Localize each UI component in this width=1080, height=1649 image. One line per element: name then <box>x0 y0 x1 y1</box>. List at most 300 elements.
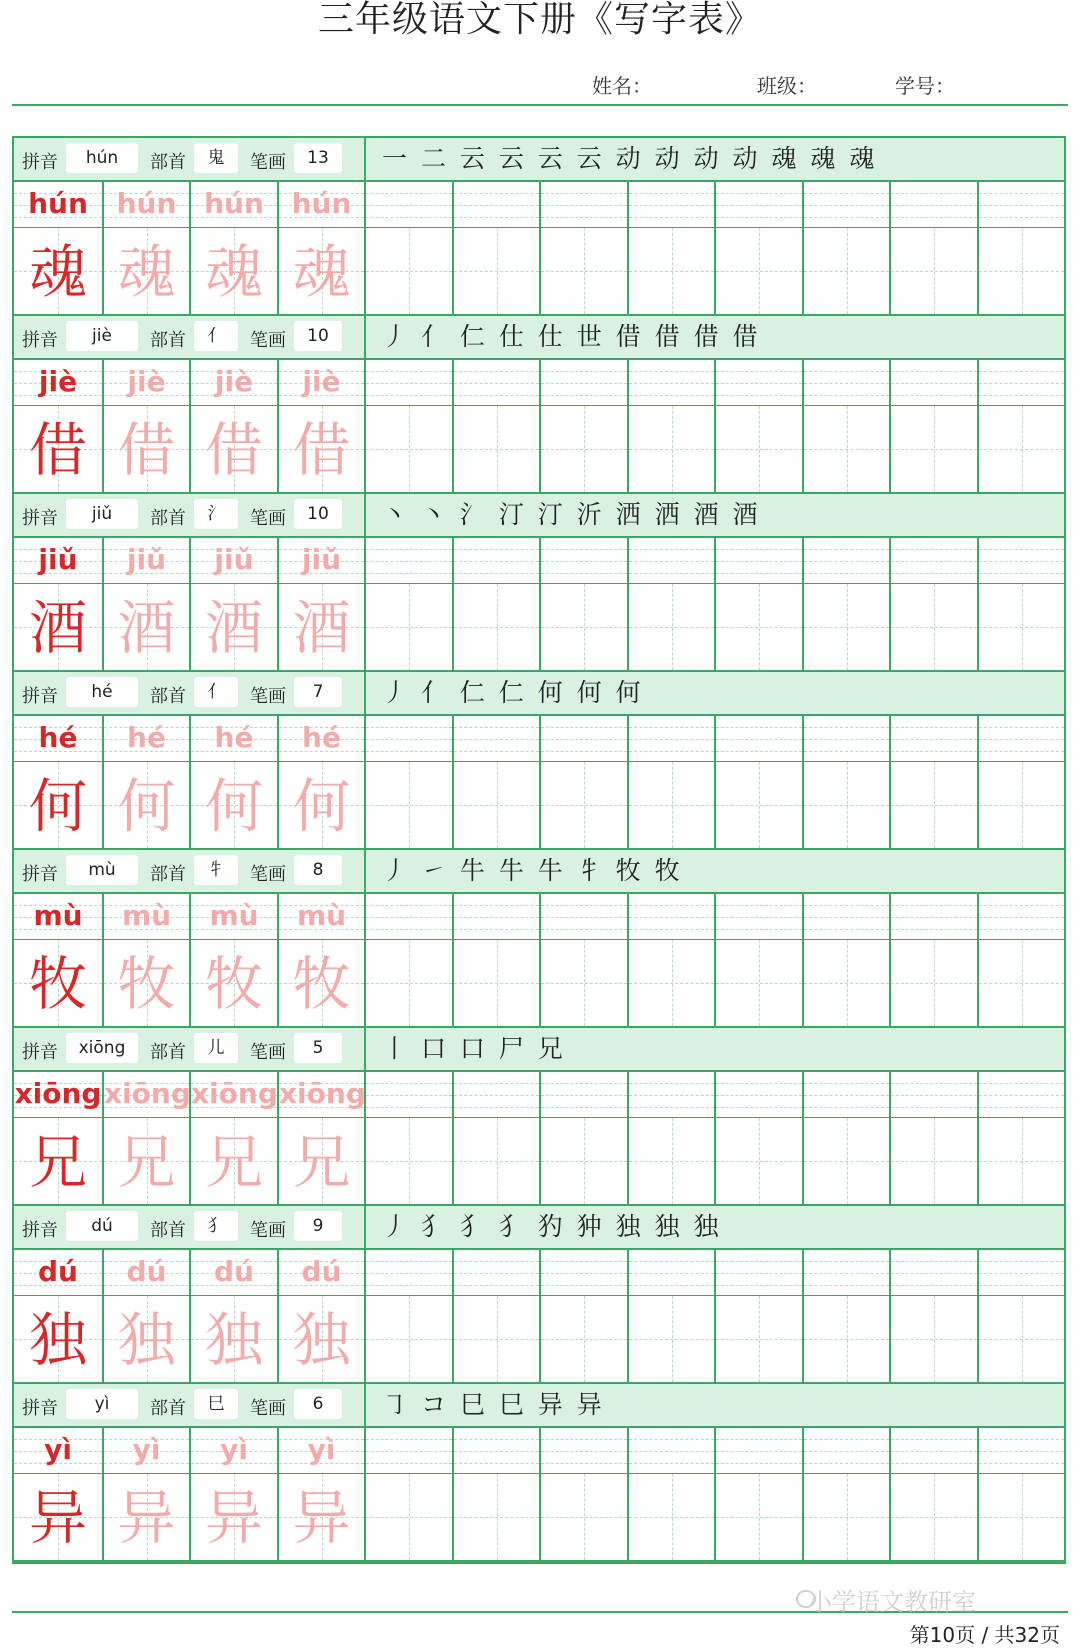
radical-value: 犭 <box>194 1211 238 1241</box>
pinyin-guide-line <box>366 1273 452 1274</box>
tianzige-guide-horizontal <box>541 627 627 628</box>
tianzige-guide-horizontal <box>629 805 714 806</box>
pinyin-guide-line <box>454 395 539 396</box>
pinyin-cell <box>802 360 889 406</box>
pinyin-cell <box>714 538 802 584</box>
pinyin-cell <box>189 716 277 762</box>
tianzige-guide-horizontal <box>629 271 714 272</box>
pinyin-trace: jiè <box>127 365 166 398</box>
pinyin-cell <box>889 894 977 940</box>
pinyin-cell <box>189 538 277 584</box>
character-trace: 魂 <box>204 238 263 306</box>
pinyin-guide-line <box>804 573 889 574</box>
pinyin-guide-line <box>541 205 627 206</box>
tianzige-cell <box>189 762 277 850</box>
pinyin-guide-line <box>891 1463 977 1464</box>
pinyin-guide-line <box>891 739 977 740</box>
pinyin-cell <box>189 182 277 228</box>
pinyin-cell <box>364 360 452 406</box>
stroke-order: 一 二 云 云 云 云 动 动 动 动 魂 魂 魂 <box>382 144 878 173</box>
info-divider <box>364 316 366 360</box>
info-bar <box>14 1028 1064 1072</box>
pinyin-cell <box>714 894 802 940</box>
tianzige-guide-horizontal <box>454 271 539 272</box>
info-divider <box>364 850 366 894</box>
tianzige-cell <box>889 1118 977 1206</box>
pinyin-cell <box>889 360 977 406</box>
character-trace: 何 <box>117 772 176 840</box>
radical-value: 牜 <box>194 855 238 885</box>
tianzige-guide-horizontal <box>454 627 539 628</box>
tianzige-guide-horizontal <box>454 449 539 450</box>
tianzige-guide-horizontal <box>541 1517 627 1518</box>
character-trace: 异 <box>117 1484 176 1552</box>
tianzige-guide-horizontal <box>891 1339 977 1340</box>
tianzige-cell <box>452 1296 539 1384</box>
pinyin-guide-line <box>979 1463 1064 1464</box>
tianzige-cell <box>889 406 977 494</box>
pinyin-guide-line <box>891 1273 977 1274</box>
pinyin-guide-line <box>979 1261 1064 1262</box>
tianzige-cell <box>889 940 977 1028</box>
tianzige-cell <box>102 940 189 1028</box>
pinyin-guide-line <box>891 193 977 194</box>
pinyin-guide-line <box>716 561 802 562</box>
tianzige-cell <box>627 406 714 494</box>
pinyin-cell <box>102 1072 189 1118</box>
practice-grid <box>14 538 1064 672</box>
tianzige-cell <box>714 406 802 494</box>
tianzige-cell <box>627 1118 714 1206</box>
stroke-count-value: 8 <box>294 855 342 885</box>
strokes-label: 笔画 <box>250 330 286 351</box>
tianzige-guide-horizontal <box>541 1339 627 1340</box>
pinyin-cell <box>627 1428 714 1474</box>
strokes-label: 笔画 <box>250 1042 286 1063</box>
tianzige-cell <box>452 1118 539 1206</box>
pinyin-guide-line <box>716 1107 802 1108</box>
pinyin-guide-line <box>454 1095 539 1096</box>
pinyin-cell <box>714 360 802 406</box>
pinyin-guide-line <box>804 905 889 906</box>
character-model: 魂 <box>28 238 87 306</box>
practice-grid <box>14 894 1064 1028</box>
practice-grid <box>14 182 1064 316</box>
pinyin-guide-line <box>716 371 802 372</box>
pinyin-cell <box>14 1072 102 1118</box>
tianzige-guide-horizontal <box>629 1517 714 1518</box>
character-block <box>14 1028 1064 1206</box>
pinyin-cell <box>539 894 627 940</box>
pinyin-cell <box>102 1428 189 1474</box>
pinyin-guide-line <box>891 1261 977 1262</box>
pinyin-guide-line <box>629 739 714 740</box>
tianzige-cell <box>539 406 627 494</box>
pinyin-cell <box>364 1250 452 1296</box>
tianzige-cell <box>977 1118 1064 1206</box>
pinyin-guide-line <box>454 1463 539 1464</box>
tianzige-cell <box>452 762 539 850</box>
tianzige-cell <box>102 1474 189 1562</box>
pinyin-model: yì <box>44 1433 72 1466</box>
pinyin-cell <box>277 1428 364 1474</box>
tianzige-guide-horizontal <box>366 449 452 450</box>
pinyin-value: jiè <box>66 321 138 351</box>
pinyin-guide-line <box>629 1083 714 1084</box>
pinyin-guide-line <box>804 395 889 396</box>
tianzige-guide-horizontal <box>891 449 977 450</box>
character-model: 独 <box>28 1306 87 1374</box>
tianzige-cell <box>714 940 802 1028</box>
pinyin-guide-line <box>979 1107 1064 1108</box>
pinyin-cell <box>364 1428 452 1474</box>
class-label: 班级： <box>757 74 817 98</box>
pinyin-guide-line <box>541 1285 627 1286</box>
pinyin-guide-line <box>366 1451 452 1452</box>
tianzige-guide-horizontal <box>716 805 802 806</box>
tianzige-cell <box>539 762 627 850</box>
pinyin-cell <box>277 1072 364 1118</box>
pinyin-guide-line <box>804 1261 889 1262</box>
pinyin-cell <box>889 1250 977 1296</box>
info-bar <box>14 1384 1064 1428</box>
pinyin-cell <box>977 716 1064 762</box>
pinyin-guide-line <box>366 917 452 918</box>
pinyin-guide-line <box>891 1451 977 1452</box>
pinyin-cell <box>714 1428 802 1474</box>
pinyin-guide-line <box>716 905 802 906</box>
pinyin-guide-line <box>629 1439 714 1440</box>
pinyin-cell <box>539 1250 627 1296</box>
pinyin-guide-line <box>804 1439 889 1440</box>
tianzige-cell <box>714 1296 802 1384</box>
pinyin-trace: dú <box>301 1255 342 1288</box>
page-number: 第10页 / 共32页 <box>909 1623 1060 1647</box>
pinyin-guide-line <box>804 1285 889 1286</box>
pinyin-guide-line <box>366 549 452 550</box>
tianzige-cell <box>14 584 102 672</box>
tianzige-cell <box>802 940 889 1028</box>
pinyin-cell <box>102 182 189 228</box>
tianzige-cell <box>102 406 189 494</box>
pinyin-guide-line <box>366 905 452 906</box>
pinyin-cell <box>977 538 1064 584</box>
tianzige-guide-horizontal <box>891 627 977 628</box>
pinyin-guide-line <box>716 739 802 740</box>
pinyin-guide-line <box>541 727 627 728</box>
tianzige-cell <box>277 1474 364 1562</box>
pinyin-cell <box>889 182 977 228</box>
pinyin-guide-line <box>541 1083 627 1084</box>
pinyin-guide-line <box>804 1463 889 1464</box>
tianzige-guide-horizontal <box>716 1339 802 1340</box>
tianzige-cell <box>189 228 277 316</box>
pinyin-trace: jiǔ <box>126 543 167 576</box>
pinyin-cell <box>539 360 627 406</box>
pinyin-guide-line <box>979 1083 1064 1084</box>
pinyin-guide-line <box>541 1451 627 1452</box>
pinyin-guide-line <box>979 395 1064 396</box>
pinyin-guide-line <box>541 1463 627 1464</box>
pinyin-guide-line <box>454 205 539 206</box>
tianzige-cell <box>627 584 714 672</box>
character-model: 牧 <box>28 950 87 1018</box>
tianzige-cell <box>627 228 714 316</box>
stroke-order: 丶 丶 氵 汀 汀 沂 洒 洒 酒 酒 <box>382 500 761 529</box>
pinyin-guide-line <box>891 383 977 384</box>
pinyin-guide-line <box>541 1095 627 1096</box>
tianzige-guide-horizontal <box>366 1161 452 1162</box>
tianzige-cell <box>14 1296 102 1384</box>
pinyin-guide-line <box>541 1107 627 1108</box>
pinyin-model: mù <box>33 899 83 932</box>
pinyin-trace: jiè <box>302 365 341 398</box>
info-divider <box>364 672 366 716</box>
pinyin-guide-line <box>454 383 539 384</box>
tianzige-guide-horizontal <box>716 449 802 450</box>
pinyin-cell <box>977 894 1064 940</box>
pinyin-guide-line <box>629 1273 714 1274</box>
info-divider <box>364 138 366 182</box>
character-trace: 牧 <box>204 950 263 1018</box>
pinyin-guide-line <box>716 751 802 752</box>
character-block <box>14 138 1064 316</box>
pinyin-guide-line <box>716 217 802 218</box>
pinyin-guide-line <box>454 371 539 372</box>
tianzige-cell <box>364 1474 452 1562</box>
tianzige-guide-horizontal <box>804 271 889 272</box>
pinyin-guide-line <box>804 193 889 194</box>
pinyin-cell <box>889 1428 977 1474</box>
pinyin-guide-line <box>716 1261 802 1262</box>
stroke-count-value: 5 <box>294 1033 342 1063</box>
pinyin-guide-line <box>366 929 452 930</box>
pinyin-guide-line <box>454 217 539 218</box>
pinyin-label: 拼音 <box>22 1220 58 1241</box>
pinyin-label: 拼音 <box>22 1042 58 1063</box>
character-block <box>14 1384 1064 1562</box>
radical-label: 部首 <box>150 152 186 173</box>
radical-label: 部首 <box>150 686 186 707</box>
info-bar <box>14 138 1064 182</box>
tianzige-cell <box>802 1118 889 1206</box>
tianzige-guide-horizontal <box>716 271 802 272</box>
pinyin-guide-line <box>716 917 802 918</box>
info-divider <box>364 1028 366 1072</box>
tianzige-cell <box>889 1296 977 1384</box>
character-trace: 酒 <box>204 594 263 662</box>
pinyin-cell <box>627 1072 714 1118</box>
tianzige-cell <box>539 1474 627 1562</box>
pinyin-guide-line <box>629 917 714 918</box>
tianzige-cell <box>277 940 364 1028</box>
character-trace: 借 <box>117 416 176 484</box>
tianzige-cell <box>189 406 277 494</box>
pinyin-guide-line <box>979 727 1064 728</box>
tianzige-guide-horizontal <box>804 1161 889 1162</box>
pinyin-guide-line <box>366 1095 452 1096</box>
practice-grid <box>14 360 1064 494</box>
pinyin-cell <box>277 1250 364 1296</box>
tianzige-guide-horizontal <box>541 983 627 984</box>
pinyin-guide-line <box>629 371 714 372</box>
pinyin-cell <box>627 360 714 406</box>
tianzige-guide-horizontal <box>366 1517 452 1518</box>
pinyin-cell <box>14 894 102 940</box>
pinyin-model: dú <box>38 1255 78 1288</box>
radical-value: 亻 <box>194 677 238 707</box>
strokes-label: 笔画 <box>250 508 286 529</box>
pinyin-guide-line <box>979 549 1064 550</box>
info-bar <box>14 494 1064 538</box>
pinyin-guide-line <box>891 371 977 372</box>
pinyin-guide-line <box>716 1095 802 1096</box>
character-block <box>14 316 1064 494</box>
pinyin-guide-line <box>979 205 1064 206</box>
tianzige-guide-horizontal <box>366 627 452 628</box>
tianzige-cell <box>277 584 364 672</box>
pinyin-label: 拼音 <box>22 864 58 885</box>
tianzige-guide-horizontal <box>891 805 977 806</box>
pinyin-guide-line <box>454 727 539 728</box>
tianzige-guide-horizontal <box>629 1161 714 1162</box>
pinyin-cell <box>277 182 364 228</box>
character-trace: 牧 <box>292 950 351 1018</box>
tianzige-cell <box>977 762 1064 850</box>
pinyin-cell <box>714 716 802 762</box>
pinyin-guide-line <box>979 193 1064 194</box>
pinyin-guide-line <box>716 1463 802 1464</box>
pinyin-guide-line <box>804 205 889 206</box>
pinyin-guide-line <box>629 751 714 752</box>
tianzige-cell <box>452 584 539 672</box>
tianzige-guide-horizontal <box>979 627 1064 628</box>
pinyin-guide-line <box>541 929 627 930</box>
radical-value: 鬼 <box>194 143 238 173</box>
character-trace: 独 <box>292 1306 351 1374</box>
tianzige-guide-horizontal <box>804 805 889 806</box>
pinyin-cell <box>102 538 189 584</box>
pinyin-cell <box>364 894 452 940</box>
tianzige-cell <box>102 228 189 316</box>
tianzige-guide-horizontal <box>454 805 539 806</box>
tianzige-cell <box>189 1118 277 1206</box>
pinyin-trace: jiè <box>214 365 254 398</box>
tianzige-guide-horizontal <box>366 271 452 272</box>
tianzige-cell <box>627 1474 714 1562</box>
pinyin-guide-line <box>366 573 452 574</box>
tianzige-cell <box>364 406 452 494</box>
tianzige-guide-horizontal <box>979 1339 1064 1340</box>
pinyin-cell <box>802 538 889 584</box>
pinyin-guide-line <box>891 751 977 752</box>
pinyin-guide-line <box>366 1261 452 1262</box>
pinyin-value: xiōng <box>66 1033 138 1063</box>
character-trace: 酒 <box>292 594 351 662</box>
tianzige-guide-horizontal <box>629 983 714 984</box>
pinyin-guide-line <box>979 217 1064 218</box>
pinyin-guide-line <box>891 1083 977 1084</box>
pinyin-guide-line <box>804 371 889 372</box>
pinyin-guide-line <box>891 1107 977 1108</box>
character-trace: 何 <box>204 772 263 840</box>
stroke-order: 丿 亻 仁 仕 仕 世 借 借 借 借 <box>382 322 761 351</box>
pinyin-guide-line <box>804 727 889 728</box>
pinyin-cell <box>364 538 452 584</box>
tianzige-guide-horizontal <box>891 1161 977 1162</box>
pinyin-cell <box>277 538 364 584</box>
pinyin-model: hún <box>28 187 88 220</box>
tianzige-cell <box>452 228 539 316</box>
tianzige-cell <box>364 584 452 672</box>
pinyin-cell <box>452 894 539 940</box>
pinyin-cell <box>14 360 102 406</box>
tianzige-guide-horizontal <box>366 983 452 984</box>
radical-label: 部首 <box>150 1220 186 1241</box>
pinyin-label: 拼音 <box>22 1398 58 1419</box>
pinyin-guide-line <box>716 573 802 574</box>
tianzige-cell <box>189 1474 277 1562</box>
tianzige-cell <box>364 940 452 1028</box>
pinyin-guide-line <box>804 561 889 562</box>
radical-value: 亻 <box>194 321 238 351</box>
pinyin-label: 拼音 <box>22 508 58 529</box>
pinyin-guide-line <box>629 1107 714 1108</box>
tianzige-cell <box>802 406 889 494</box>
strokes-label: 笔画 <box>250 686 286 707</box>
info-divider <box>364 1384 366 1428</box>
pinyin-cell <box>802 1072 889 1118</box>
pinyin-guide-line <box>891 395 977 396</box>
tianzige-guide-horizontal <box>454 1517 539 1518</box>
info-bar <box>14 1206 1064 1250</box>
radical-value: 氵 <box>194 499 238 529</box>
pinyin-trace: hé <box>127 721 166 754</box>
pinyin-guide-line <box>891 1439 977 1440</box>
tianzige-cell <box>977 228 1064 316</box>
tianzige-guide-horizontal <box>979 1161 1064 1162</box>
tianzige-cell <box>802 228 889 316</box>
pinyin-cell <box>102 360 189 406</box>
character-model: 借 <box>28 416 87 484</box>
tianzige-guide-horizontal <box>891 983 977 984</box>
tianzige-cell <box>14 940 102 1028</box>
pinyin-cell <box>102 716 189 762</box>
pinyin-guide-line <box>979 383 1064 384</box>
tianzige-cell <box>364 1296 452 1384</box>
tianzige-cell <box>14 406 102 494</box>
tianzige-guide-horizontal <box>979 983 1064 984</box>
pinyin-guide-line <box>366 205 452 206</box>
tianzige-cell <box>714 228 802 316</box>
radical-value: 巳 <box>194 1389 238 1419</box>
pinyin-guide-line <box>716 1451 802 1452</box>
radical-label: 部首 <box>150 508 186 529</box>
tianzige-guide-horizontal <box>541 805 627 806</box>
tianzige-cell <box>102 1118 189 1206</box>
tianzige-guide-horizontal <box>366 1339 452 1340</box>
pinyin-cell <box>14 716 102 762</box>
tianzige-guide-horizontal <box>716 983 802 984</box>
pinyin-guide-line <box>891 917 977 918</box>
tianzige-cell <box>364 228 452 316</box>
tianzige-cell <box>189 940 277 1028</box>
pinyin-cell <box>977 182 1064 228</box>
pinyin-guide-line <box>454 1261 539 1262</box>
pinyin-cell <box>14 1250 102 1296</box>
character-trace: 魂 <box>117 238 176 306</box>
character-block <box>14 494 1064 672</box>
